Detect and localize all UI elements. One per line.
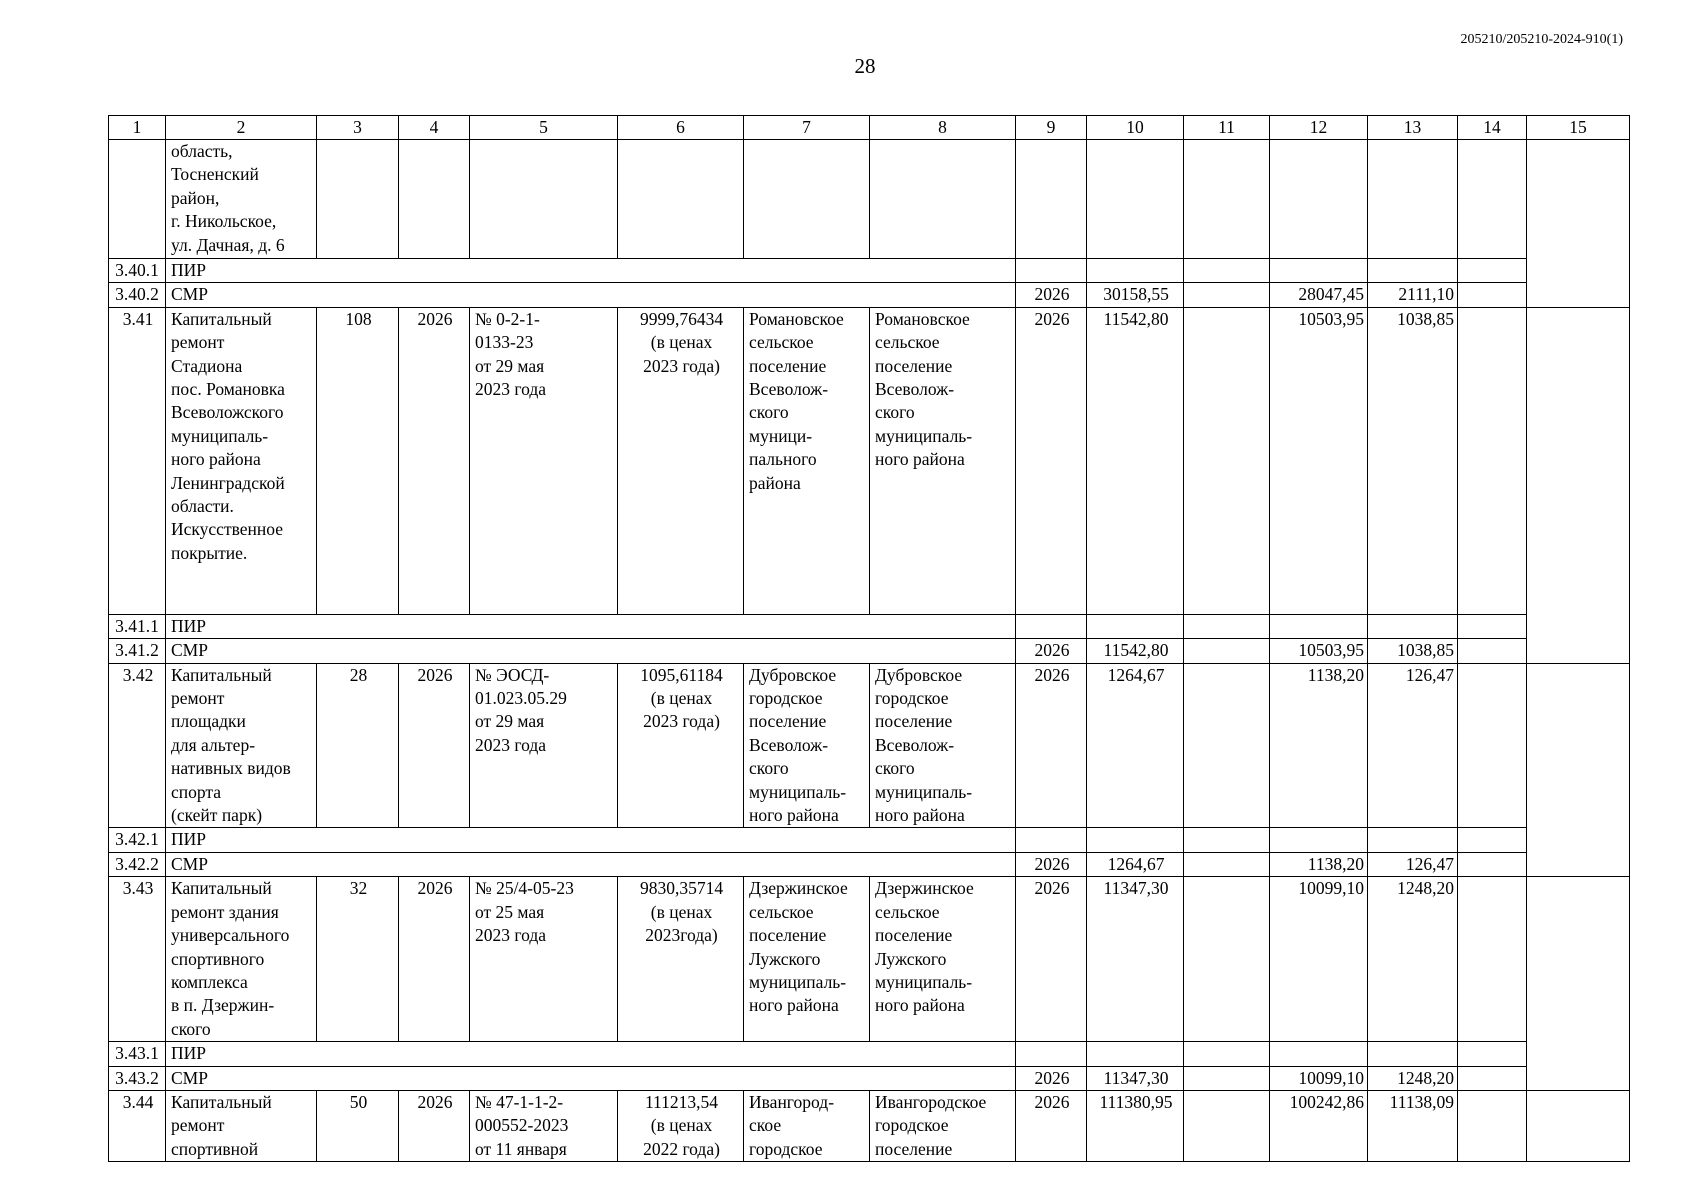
row-year: 2026 — [1016, 852, 1087, 876]
col-header-6: 6 — [618, 116, 744, 140]
cell-col6: 9999,76434 (в ценах 2023 года) — [618, 307, 744, 614]
row-value-13: 1248,20 — [1368, 1066, 1458, 1090]
cell-col10: 1264,67 — [1087, 663, 1184, 828]
item-number: 3.42 — [109, 663, 166, 828]
cell-col7: Дубровское городское поселение Всеволож- ского муниципаль- ного района — [744, 663, 870, 828]
cell-col13: 11138,09 — [1368, 1090, 1458, 1161]
row-value-13: 126,47 — [1368, 852, 1458, 876]
data-table — [108, 115, 1630, 1162]
col-header-13: 13 — [1368, 116, 1458, 140]
row-label: ПИР — [166, 614, 1016, 638]
cell-col4: 2026 — [399, 663, 470, 828]
table-row-pir — [109, 259, 1630, 283]
cell-col7: Романовское сельское поселение Всеволож- ского муници- пального района — [744, 307, 870, 614]
object-name: Капитальный ремонт спортивной — [166, 1090, 317, 1161]
row-label: СМР — [166, 852, 1016, 876]
cell-col9: 2026 — [1016, 307, 1087, 614]
row-value-13: 1038,85 — [1368, 639, 1458, 663]
row-id: 3.40.2 — [109, 283, 166, 307]
cell-col7: Ивангород- ское городское — [744, 1090, 870, 1161]
item-number: 3.43 — [109, 877, 166, 1042]
table-row-pir — [109, 828, 1630, 852]
cell-col8: Дубровское городское поселение Всеволож- ского муниципаль- ного района — [870, 663, 1016, 828]
col-header-4: 4 — [399, 116, 470, 140]
row-year: 2026 — [1016, 283, 1087, 307]
col-header-3: 3 — [317, 116, 399, 140]
table-row-continuation — [109, 140, 1630, 259]
cell-col5: № ЭОСД- 01.023.05.29 от 29 мая 2023 года — [470, 663, 618, 828]
cell-col5: № 47-1-1-2- 000552-2023 от 11 января — [470, 1090, 618, 1161]
row-id: 3.42.2 — [109, 852, 166, 876]
header-row — [109, 116, 1630, 140]
col-header-9: 9 — [1016, 116, 1087, 140]
cell-col13: 1248,20 — [1368, 877, 1458, 1042]
row-id: 3.43.2 — [109, 1066, 166, 1090]
cell-col5: № 0-2-1- 0133-23 от 29 мая 2023 года — [470, 307, 618, 614]
cell-col9: 2026 — [1016, 663, 1087, 828]
object-name: Капитальный ремонт здания универсального спортивного комплекса в п. Дзержин- ского — [166, 877, 317, 1042]
row-year: 2026 — [1016, 1066, 1087, 1090]
col-header-1: 1 — [109, 116, 166, 140]
col-header-15: 15 — [1527, 116, 1630, 140]
table-row-pir — [109, 1042, 1630, 1066]
row-value-10: 11347,30 — [1087, 1066, 1184, 1090]
cell-col6: 111213,54 (в ценах 2022 года) — [618, 1090, 744, 1161]
col-header-10: 10 — [1087, 116, 1184, 140]
cell-col12: 100242,86 — [1270, 1090, 1368, 1161]
item-number: 3.41 — [109, 307, 166, 614]
table-row-smr — [109, 639, 1630, 663]
row-id: 3.43.1 — [109, 1042, 166, 1066]
row-value-12: 1138,20 — [1270, 852, 1368, 876]
row-label: СМР — [166, 1066, 1016, 1090]
row-label: ПИР — [166, 828, 1016, 852]
row-value-12: 10503,95 — [1270, 639, 1368, 663]
table-row-smr — [109, 283, 1630, 307]
cell-col8: Романовское сельское поселение Всеволож- ского муниципаль- ного района — [870, 307, 1016, 614]
cell-col5: № 25/4-05-23 от 25 мая 2023 года — [470, 877, 618, 1042]
row-year: 2026 — [1016, 639, 1087, 663]
col-header-5: 5 — [470, 116, 618, 140]
cell-col8: Ивангородское городское поселение — [870, 1090, 1016, 1161]
object-name: Капитальный ремонт площадки для альтер- нативных видов спорта (скейт парк) — [166, 663, 317, 828]
cell-col12: 10503,95 — [1270, 307, 1368, 614]
cell-col4: 2026 — [399, 877, 470, 1042]
cell-col3: 50 — [317, 1090, 399, 1161]
cell-col6: 9830,35714 (в ценах 2023года) — [618, 877, 744, 1042]
cell-col3: 32 — [317, 877, 399, 1042]
table-row-item — [109, 663, 1630, 828]
table-row-item — [109, 307, 1630, 614]
object-name: Капитальный ремонт Стадиона пос. Романовка Всеволожского муниципаль- ного района Ленинградской области. Искусственное покрытие. — [166, 307, 317, 614]
row-id: 3.41.1 — [109, 614, 166, 638]
row-label: ПИР — [166, 1042, 1016, 1066]
row-id: 3.40.1 — [109, 259, 166, 283]
row-value-12: 10099,10 — [1270, 1066, 1368, 1090]
cell-col4: 2026 — [399, 1090, 470, 1161]
row-value-10: 11542,80 — [1087, 639, 1184, 663]
row-value-10: 30158,55 — [1087, 283, 1184, 307]
cell-col3: 108 — [317, 307, 399, 614]
col-header-14: 14 — [1458, 116, 1527, 140]
row-value-12: 28047,45 — [1270, 283, 1368, 307]
cell-col10: 11347,30 — [1087, 877, 1184, 1042]
cell-col3: 28 — [317, 663, 399, 828]
cell-col12: 10099,10 — [1270, 877, 1368, 1042]
cell-col7: Дзержинское сельское поселение Лужского муниципаль- ного района — [744, 877, 870, 1042]
row-value-13: 2111,10 — [1368, 283, 1458, 307]
object-name: область, Тосненский район, г. Никольское, ул. Дачная, д. 6 — [166, 140, 317, 259]
cell-col9: 2026 — [1016, 1090, 1087, 1161]
row-id: 3.42.1 — [109, 828, 166, 852]
cell-col13: 126,47 — [1368, 663, 1458, 828]
col-header-11: 11 — [1184, 116, 1270, 140]
table-row-pir — [109, 614, 1630, 638]
table-row-smr — [109, 852, 1630, 876]
document-code: 205210/205210-2024-910(1) — [1460, 32, 1623, 47]
col-header-2: 2 — [166, 116, 317, 140]
table-row-item — [109, 1090, 1630, 1161]
row-value-10: 1264,67 — [1087, 852, 1184, 876]
cell-col13: 1038,85 — [1368, 307, 1458, 614]
cell-col12: 1138,20 — [1270, 663, 1368, 828]
row-label: СМР — [166, 283, 1016, 307]
cell-col9: 2026 — [1016, 877, 1087, 1042]
cell-col8: Дзержинское сельское поселение Лужского муниципаль- ного района — [870, 877, 1016, 1042]
table-row-smr — [109, 1066, 1630, 1090]
cell-col10: 11542,80 — [1087, 307, 1184, 614]
row-label: СМР — [166, 639, 1016, 663]
cell-col6: 1095,61184 (в ценах 2023 года) — [618, 663, 744, 828]
row-id: 3.41.2 — [109, 639, 166, 663]
col-header-8: 8 — [870, 116, 1016, 140]
col-header-12: 12 — [1270, 116, 1368, 140]
item-number: 3.44 — [109, 1090, 166, 1161]
col-header-7: 7 — [744, 116, 870, 140]
table-row-item — [109, 877, 1630, 1042]
row-label: ПИР — [166, 259, 1016, 283]
cell-col4: 2026 — [399, 307, 470, 614]
cell-col10: 111380,95 — [1087, 1090, 1184, 1161]
page-number: 28 — [854, 54, 876, 78]
